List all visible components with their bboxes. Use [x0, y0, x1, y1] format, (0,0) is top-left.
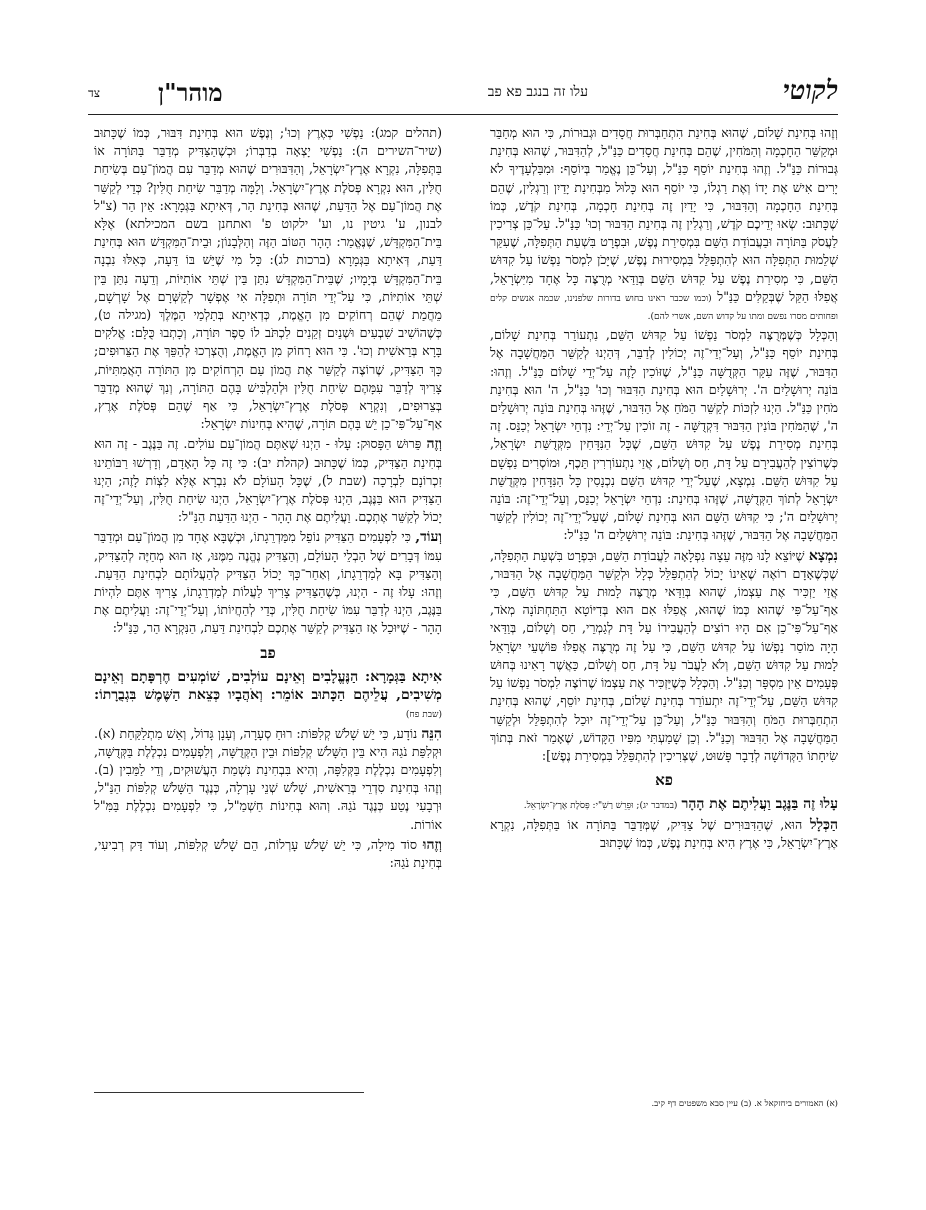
- lead-word: אִיתָא: [411, 668, 442, 685]
- paragraph: [94, 528, 442, 637]
- author-title: מוהר"ן: [158, 78, 223, 107]
- lead-word: הִנֵּה: [421, 725, 442, 742]
- paragraph: [94, 836, 442, 872]
- page-header: [88, 74, 838, 115]
- paragraph-text: כִּי לִפְעָמִים הַצַּדִּיק נוֹפֵל מִמַּדְרֵגָתוֹ, וּכְשֶׁבָּא אֶחָד מִן הֲמוֹן־עַם וּמְדַבֵּר עִמּוֹ דְּבָרִים שֶׁל הַבְלֵי הָעוֹלָם, וְהַצַּדִּיק נֶהֱנֶה מִמֶּנּוּ, אָז הוּא מְחַיֶּה לְהַצַּדִּיק, וְהַצַּדִּיק בָּא לְמַדְרֵגָתוֹ, וְאַחַר־כָּךְ יָכוֹל הַצַּדִּיק לְהַעֲלוֹתָם לִבְחִינַת הַדַּעַת. וְזֶהוּ: עָלוּ זֶה - הַיְנוּ, כְּשֶׁהַצַּדִּיק צָרִיךְ לַעֲלוֹת לְמַדְרֵגָתוֹ, צָרִיךְ אַתֶּם לִהְיוֹת בַּנֶּגֶב, הַיְנוּ לְדַבֵּר עִמּוֹ שִׂיחַת חֻלִּין, כְּדֵי לְהַחֲיוֹתוֹ, וְעַל־יְדֵי־זֶה: וַעֲלִיתֶם אֶת הָהָר - שֶׁיּוּכַל אָז הַצַּדִּיק לְקַשֵּׁר אֶתְכֶם לִבְחִינַת דַּעַת, הַנִּקְרָא הַר, כַּנַּ"ל:: [94, 529, 442, 636]
- paragraph: [94, 435, 442, 526]
- paragraph: [94, 124, 442, 433]
- topic-reference: (במדבר יג); וּפֵרֵשׁ רַשִׁ"י: פְּסֹלֶת אֶרֶץ־יִשְׂרָאֵל.: [523, 801, 678, 812]
- footnote: (א) האמורים ביחזקאל א. (ב) עיין סבא משפטים דף קיב.: [651, 1099, 838, 1109]
- paragraph: [490, 816, 838, 852]
- paragraph-text: פֵּרוּשׁ הַפָּסוּק: עָלוּ - הַיְנוּ שֶׁאַתֶּם הֲמוֹן־עַם עוֹלִים. זֶה בַּנֶּגֶב - זֶה הוּא בְּחִינַת הַצַּדִּיק, כְּמוֹ שֶׁכָּתוּב (קהלת יב): כִּי זֶה כָּל הָאָדָם, וְדָרְשׁוּ רַבּוֹתֵינוּ זִכְרוֹנָם לִבְרָכָה (שבת ל), שֶׁכָּל הָעוֹלָם לֹא נִבְרָא אֶלָּא לִצְוֹת לָזֶה; הַיְנוּ הַצַּדִּיק הוּא בַּנֶּגֶב, הַיְנוּ פְּסֹלֶת אֶרֶץ־יִשְׂרָאֵל, הַיְנוּ שִׂיחַת חֻלִּין, וְעַל־יְדֵי־זֶה יָכוֹל לְקַשֵּׁר אֶתְכֶם. וַעֲלִיתֶם אֶת הָהָר - הַיְנוּ הַדַּעַת הַנַּ"ל:: [94, 436, 442, 525]
- lead-word: הַכְּלָל: [810, 816, 838, 833]
- left-column: [94, 124, 442, 1079]
- inline-note: (וכמו שכבר ראינו בחוש בדורות שלפנינו, שכמה אנשים קלים ופחותים מסרו נפשם ומתו על קדוש השם, אשרי להם).: [490, 293, 838, 323]
- paragraph-text: סוֹד מִילָה, כִּי יֵשׁ שָׁלֹשׁ עָרְלוֹת, הֵם שָׁלֹשׁ קְלִפּוֹת, וְעוֹד דַּק רְבִיעִי, בְּחִינַת נֹגַהּ:: [94, 836, 442, 870]
- paragraph: [490, 326, 838, 544]
- section-number: פב: [260, 643, 276, 662]
- topic-verse: [490, 795, 838, 813]
- paragraph-text: וְהַכְּלָל כְּשֶׁמְּרֻצֶּה לִמְסֹר נַפְשׁוֹ עַל קִדּוּשׁ הַשֵּׁם, נִתְעוֹרֵר בְּחִינַת שָׁלוֹם, בְּחִינַת יוֹסֵף כַּנַּ"ל, וְעַל־יְדֵי־זֶה יְכוֹלִין לְדַבֵּר, דְּהַיְנוּ לְקַשֵּׁר הַמַּחֲשָׁבָה אֶל הַדִּבּוּר, שֶׁזֶּה עִקַּר הַקְּדֻשָּׁה כַּנַּ"ל, שֶׁזּוֹכִין לָזֶה עַל־יְדֵי שָׁלוֹם כַּנַּ"ל. וְזֶהוּ: בּוֹנֵה יְרוּשָׁלַיִם ה'. יְרוּשָׁלַיִם הוּא בְּחִינַת הַדִּבּוּר וְכוּ' כַּנַּ"ל, ה' הוּא בְּחִינַת מֹחִין כַּנַּ"ל. הַיְנוּ לִזְכּוֹת לְקַשֵּׁר הַמֹּחַ אֶל הַדִּבּוּר, שֶׁזֶּהוּ בְּחִינַת בּוֹנֵה יְרוּשָׁלַיִם ה', שֶׁהַמֹּחִין בּוֹנִין הַדִּבּוּר דִּקְדֻשָּׁה - זֶה זוֹכִין עַל־יְדֵי: נִדְחֵי יִשְׂרָאֵל יְכַנֵּס. זֶה בְּחִינַת מְסִירַת נֶפֶשׁ עַל קִדּוּשׁ הַשֵּׁם, שֶׁכָּל הַנִּדָּחִין מִקְּדֻשַּׁת יִשְׂרָאֵל, כְּשֶׁרוֹצִין לְהַעֲבִירָם עַל דָּת, חַס וְשָׁלוֹם, אֲזַי נִתְעוֹרְרִין תֵּכֶף, וּמוֹסְרִים נַפְשָׁם עַל קִדּוּשׁ הַשֵּׁם. נִמְצָא, שֶׁעַל־יְדֵי קִדּוּשׁ הַשֵּׁם נִכְנָסִין כָּל הַנִּדָּחִין מִקְּדֻשַּׁת יִשְׂרָאֵל לְתוֹךְ הַקְּדֻשָּׁה, שֶׁזֶּהוּ בְּחִינַת: נִדְחֵי יִשְׂרָאֵל יְכַנֵּס, וְעַל־יְדֵי־זֶה: בּוֹנֵה יְרוּשָׁלַיִם ה'; כִּי קִדּוּשׁ הַשֵּׁם הוּא בְּחִינַת שָׁלוֹם, שֶׁעַל־יְדֵי־זֶה יְכוֹלִין לְקַשֵּׁר הַמַּחֲשָׁבָה אֶל הַדִּבּוּר, שֶׁזֶּהוּ בְּחִינַת: בּוֹנֵה יְרוּשָׁלַיִם ה' כַּנַּ"ל:: [490, 327, 838, 543]
- topic-reference: (שבת פח): [405, 710, 442, 721]
- paragraph-text: (תהלים קמג): נַפְשִׁי כְּאֶרֶץ וְכוּ'; וְנֶפֶשׁ הוּא בְּחִינַת דִּבּוּר, כְּמוֹ שֶׁכָּתוּב (שיר־השירים ה): נַפְשִׁי יָצְאָה בְדַבְּרוֹ; וּכְשֶׁהַצַּדִּיק מְדַבֵּר בַּתּוֹרָה אוֹ בַּתְּפִלָּה, נִקְרָא אֶרֶץ־יִשְׂרָאֵל, וְהַדִּבּוּרִים שֶׁהוּא מְדַבֵּר עִם הֲמוֹן־עַם בְּשִׂיחַת חֻלִּין, הוּא נִקְרָא פְּסֹלֶת אֶרֶץ־יִשְׂרָאֵל. וְלָמָּה מְדַבֵּר שִׂיחַת חֻלִּין? כְּדֵי לְקַשֵּׁר אֶת הֲמוֹן־עַם אֶל הַדַּעַת, שֶׁהוּא בְּחִינַת הַר, דְּאִיתָא בַּגְּמָרָא: אֵין הַר (צ"ל לבנון, ע' גיטין נו, וע' ילקוט פ' ואתחנן בשם המכילתא) אֶלָּא בֵּית־הַמִּקְדָּשׁ, שֶׁנֶּאֱמַר: הָהָר הַטּוֹב הַזֶּה וְהַלְּבָנוֹן; וּבֵית־הַמִּקְדָּשׁ הוּא בְּחִינַת דַּעַת, דְּאִיתָא בַּגְּמָרָא (ברכות לג): כָּל מִי שֶׁיֵּשׁ בּוֹ דֵּעָה, כְּאִלּוּ נִבְנָה בֵּית־הַמִּקְדָּשׁ בְּיָמָיו; שֶׁבֵּית־הַמִּקְדָּשׁ נִתַּן בֵּין שְׁתֵּי אוֹתִיּוֹת, וְדֵעָה נִתַּן בֵּין שְׁתֵּי אוֹתִיּוֹת, כִּי עַל־יְדֵי תּוֹרָה וּתְפִלָּה אִי אֶפְשָׁר לְקַשְּׁרָם אֶל שָׁרְשָׁם, מֵחֲמַת שֶׁהֵם רְחוֹקִים מִן הָאֱמֶת, כְּדְאִיתָא בְּתַלְמַי הַמֶּלֶךְ (מגילה ט), כְּשֶׁהוֹשִׁיב שִׁבְעִים וּשְׁנַיִם זְקֵנִים לִכְתֹּב לוֹ סֵפֶר תּוֹרָה, וְכָתְבוּ כֻּלָּם: אֱלֹקִים בָּרָא בְּרֵאשִׁית וְכוּ'. כִּי הוּא רָחוֹק מִן הָאֱמֶת, וְהֻצְרְכוּ לְהַפֵּךְ אֶת הַצֵּרוּפִים; כָּךְ הַצַּדִּיק, שֶׁרוֹצֶה לְקַשֵּׁר אֶת הֲמוֹן עַם הָרְחוֹקִים מִן הַתּוֹרָה הָאֲמִתִּיּוֹת, צָרִיךְ לְדַבֵּר עִמָּהֶם שִׂיחַת חֻלִּין וּלְהַלְבִּישׁ בָּהֶם הַתּוֹרָה, וְנִךְ שֶׁהוּא מְדַבֵּר בְּצֵרוּפִים, וְנִקְרָא פְּסֹלֶת אֶרֶץ־יִשְׂרָאֵל, כִּי אַף שֶׁהֵם פְּסֹלֶת אֶרֶץ, אַף־עַל־פִּי־כֵן יֵשׁ בָּהֶם תּוֹרָה, שֶׁהִיא בְּחִינוֹת יִשְׂרָאֵל:: [94, 125, 442, 432]
- paragraph: [490, 547, 838, 765]
- paragraph: [94, 725, 442, 834]
- right-column: [490, 124, 838, 1079]
- lead-word: וְזֶהוּ: [422, 836, 442, 853]
- paragraph-text: נוֹדָע, כִּי יֵשׁ שָׁלֹשׁ קְלִפּוֹת: רוּחַ סְעָרָה, וְעָנָן גָּדוֹל, וְאֵשׁ מִתְלַקַּחַת (א). וּקְלִפַּת נֹגַהּ הִיא בֵּין הַשָּׁלֹשׁ קְלִפּוֹת וּבֵין הַקְּדֻשָּׁה, וְלִפְעָמִים נִכְלֶלֶת בַּקְּדֻשָּׁה, וְלִפְעָמִים נִכְלֶלֶת בַּקְּלִפָּה, וְהִיא בִּבְחִינַת נִשְׁמַת הָעֲשׁוּקִים, וְדֵי לַמֵּבִין (ב). וְזֶהוּ בְּחִינַת סִדְרֵי בְּרֵאשִׁית, שָׁלֹשׁ שְׁנֵי עָרְלָה, כְּנֶגֶד הַשָּׁלֹשׁ קְלִפּוֹת הַנַּ"ל, וּרְבָעִי נֶטַע כְּנֶגֶד נֹגַהּ. וְהוּא בְּחִינוֹת חַשְׁמַ"ל, כִּי לִפְעָמִים נִכְלֶלֶת בַּמִּ"ל אוֹרוֹת.: [94, 725, 442, 832]
- book-title: לקוטי: [782, 76, 838, 106]
- lead-word: וְעוֹד,: [415, 529, 442, 546]
- footnote-divider: [94, 1092, 364, 1093]
- lead-word: וְזֶה: [426, 436, 442, 453]
- page-number: צד: [88, 86, 101, 100]
- topic-text: עָלוּ זֶה בַּנֶּגֶב וַעֲלִיתֶם אֶת הָהָר: [681, 796, 838, 813]
- paragraph: [490, 124, 838, 324]
- lead-word: נִמְצָא: [808, 547, 838, 564]
- topic-text: בַּגְּמָרָא: הַנֶּעֱלָבִים וְאֵינָם עוֹלְבִים, שׁוֹמְעִים חֶרְפָּתָם וְאֵינָם מְשִׁיבִים, עֲלֵיהֶם הַכָּתוּב אוֹמֵר: וְאֹהֲבָיו כְּצֵאת הַשֶּׁמֶשׁ בִּגְבֻרָתוֹ:: [94, 668, 442, 704]
- paragraph-text: הוּא, שֶׁהַדִּבּוּרִים שֶׁל צַדִּיק, שֶׁמְּדַבֵּר בַּתּוֹרָה אוֹ בַּתְּפִלָּה, נִקְרָא אֶרֶץ־יִשְׂרָאֵל, כִּי אֶרֶץ הִיא בְּחִינַת נֶפֶשׁ, כְּמוֹ שֶׁכָּתוּב: [490, 816, 838, 850]
- paragraph-text: שֶׁיּוֹצֵא לָנוּ מִזֶּה עֵצָה נִפְלָאָה לַעֲבוֹדַת הַשֵּׁם, וּבִפְרָט בִּשְׁעַת הַתְּפִלָּה, שֶׁכְּשֶׁאָדָם רוֹאֶה שֶׁאֵינוֹ יָכוֹל לְהִתְפַּלֵּל כְּלָל וּלְקַשֵּׁר הַמַּחֲשָׁבָה אֶל הַדִּבּוּר, אֲזַי יַזְכִּיר אֶת עַצְמוֹ, שֶׁהוּא בְּוַדַּאי מְרֻצֶּה לָמוּת עַל קִדּוּשׁ הַשֵּׁם, כִּי אַף־עַל־פִּי שֶׁהוּא כְּמוֹ שֶׁהוּא, אֲפִלּוּ אִם הוּא בְּדִיּוֹטָא הַתַּחְתּוֹנָה מְאֹד, אַף־עַל־פִּי־כֵן אִם הָיוּ רוֹצִים לְהַעֲבִירוֹ עַל דָּת לְגַמְרֵי, חַס וְשָׁלוֹם, בְּוַדַּאי הָיָה מוֹסֵר נַפְשׁוֹ עַל קִדּוּשׁ הַשֵּׁם, כִּי עַל זֶה מְרֻצֶּה אֲפִלּוּ פּוֹשְׁעֵי יִשְׂרָאֵל לָמוּת עַל קִדּוּשׁ הַשֵּׁם, וְלֹא לַעֲבֹר עַל דָּת, חַס וְשָׁלוֹם, כַּאֲשֶׁר רָאִינוּ בְּחוּשׁ פְּעָמִים אֵין מִסְפָּר וְכַנַּ"ל. וְהַכְּלָל כְּשֶׁיַּזְכִּיר אֶת עַצְמוֹ שֶׁרוֹצֶה לִמְסֹר נַפְשׁוֹ עַל קִדּוּשׁ הַשֵּׁם, עַל־יְדֵי־זֶה יִתְעוֹרֵר בְּחִינַת שָׁלוֹם, בְּחִינַת יוֹסֵף, שֶׁהוּא בְּחִינַת הִתְחַבְּרוּת הַמֹּחַ וְהַדִּבּוּר כַּנַּ"ל, וְעַל־כֵּן עַל־יְדֵי־זֶה יוּכַל לְהִתְפַּלֵּל וּלְקַשֵּׁר הַמַּחֲשָׁבָה אֶל הַדִּבּוּר וְכַנַּ"ל. וְכֵן שָׁמַעְתִּי מִפִּיו הַקָּדוֹשׁ, שֶׁאָמַר זֹאת בְּתוֹךְ שִׂיחָתוֹ הַקְּדוֹשָׁה לְדָבָר פָּשׁוּט, שֶׁצְּרִיכִין לְהִתְפַּלֵּל בִּמְסִירַת נֶפֶשׁ]:: [490, 547, 838, 763]
- paragraph-text: וְזֶהוּ בְּחִינַת שָׁלוֹם, שֶׁהוּא בְּחִינַת הִתְחַבְּרוּת חֲסָדִים וּגְבוּרוֹת, כִּי הוּא מְחַבֵּר וּמְקַשֵּׁר הַחָכְמָה וְהַמֹּחִין, שֶׁהֵם בְּחִינַת חֲסָדִים כַּנַּ"ל, לְהַדִּבּוּר, שֶׁהוּא בְּחִינַת גְּבוּרוֹת כַּנַּ"ל. וְזֶהוּ בְּחִינַת יוֹסֵף כַּנַּ"ל, וְעַל־כֵּן נֶאֱמַר בְּיוֹסֵף: וּמִבַּלְעָדֶיךָ לֹא יָרִים אִישׁ אֶת יָדוֹ וְאֶת רַגְלוֹ, כִּי יוֹסֵף הוּא כָּלוּל מִבְּחִינַת יָדַיִן וְרַגְלִין, שֶׁהֵם בְּחִינַת הַחָכְמָה וְהַדִּבּוּר, כִּי יָדַיִן זֶה בְּחִינַת חָכְמָה, בְּחִינַת קֹדֶשׁ, כְּמוֹ שֶׁכָּתוּב: שְׂאוּ יְדֵיכֶם קֹדֶשׁ, וְרַגְלִין זֶה בְּחִינַת הַדִּבּוּר וְכוּ' כַּנַּ"ל. עַל־כֵּן צְרִיכִין לַעֲסֹק בַּתּוֹרָה וּבַעֲבוֹדַת הַשֵּׁם בִּמְסִירַת נֶפֶשׁ, וּבִפְרָט בִּשְׁעַת הַתְּפִלָּה, שֶׁעִקַּר שְׁלֵמוּת הַתְּפִלָּה הוּא לְהִתְפַּלֵּל בִּמְסִירוּת נֶפֶשׁ, שֶׁיָּכֹן לִמְסֹר נַפְשׁוֹ עַל קִדּוּשׁ הַשֵּׁם, כִּי מְסִירַת נֶפֶשׁ עַל קִדּוּשׁ הַשֵּׁם בְּוַדַּאי מְרֻצֶּה כָּל אֶחָד מִיִּשְׂרָאֵל, אֲפִלּוּ הַקַּל שֶׁבְּקַלִּים כַּנַּ"ל: [490, 125, 838, 304]
- topic-verse: [94, 668, 442, 723]
- running-title: עלו זה בנגב פא פב: [487, 84, 588, 100]
- section-number: פא: [655, 771, 673, 790]
